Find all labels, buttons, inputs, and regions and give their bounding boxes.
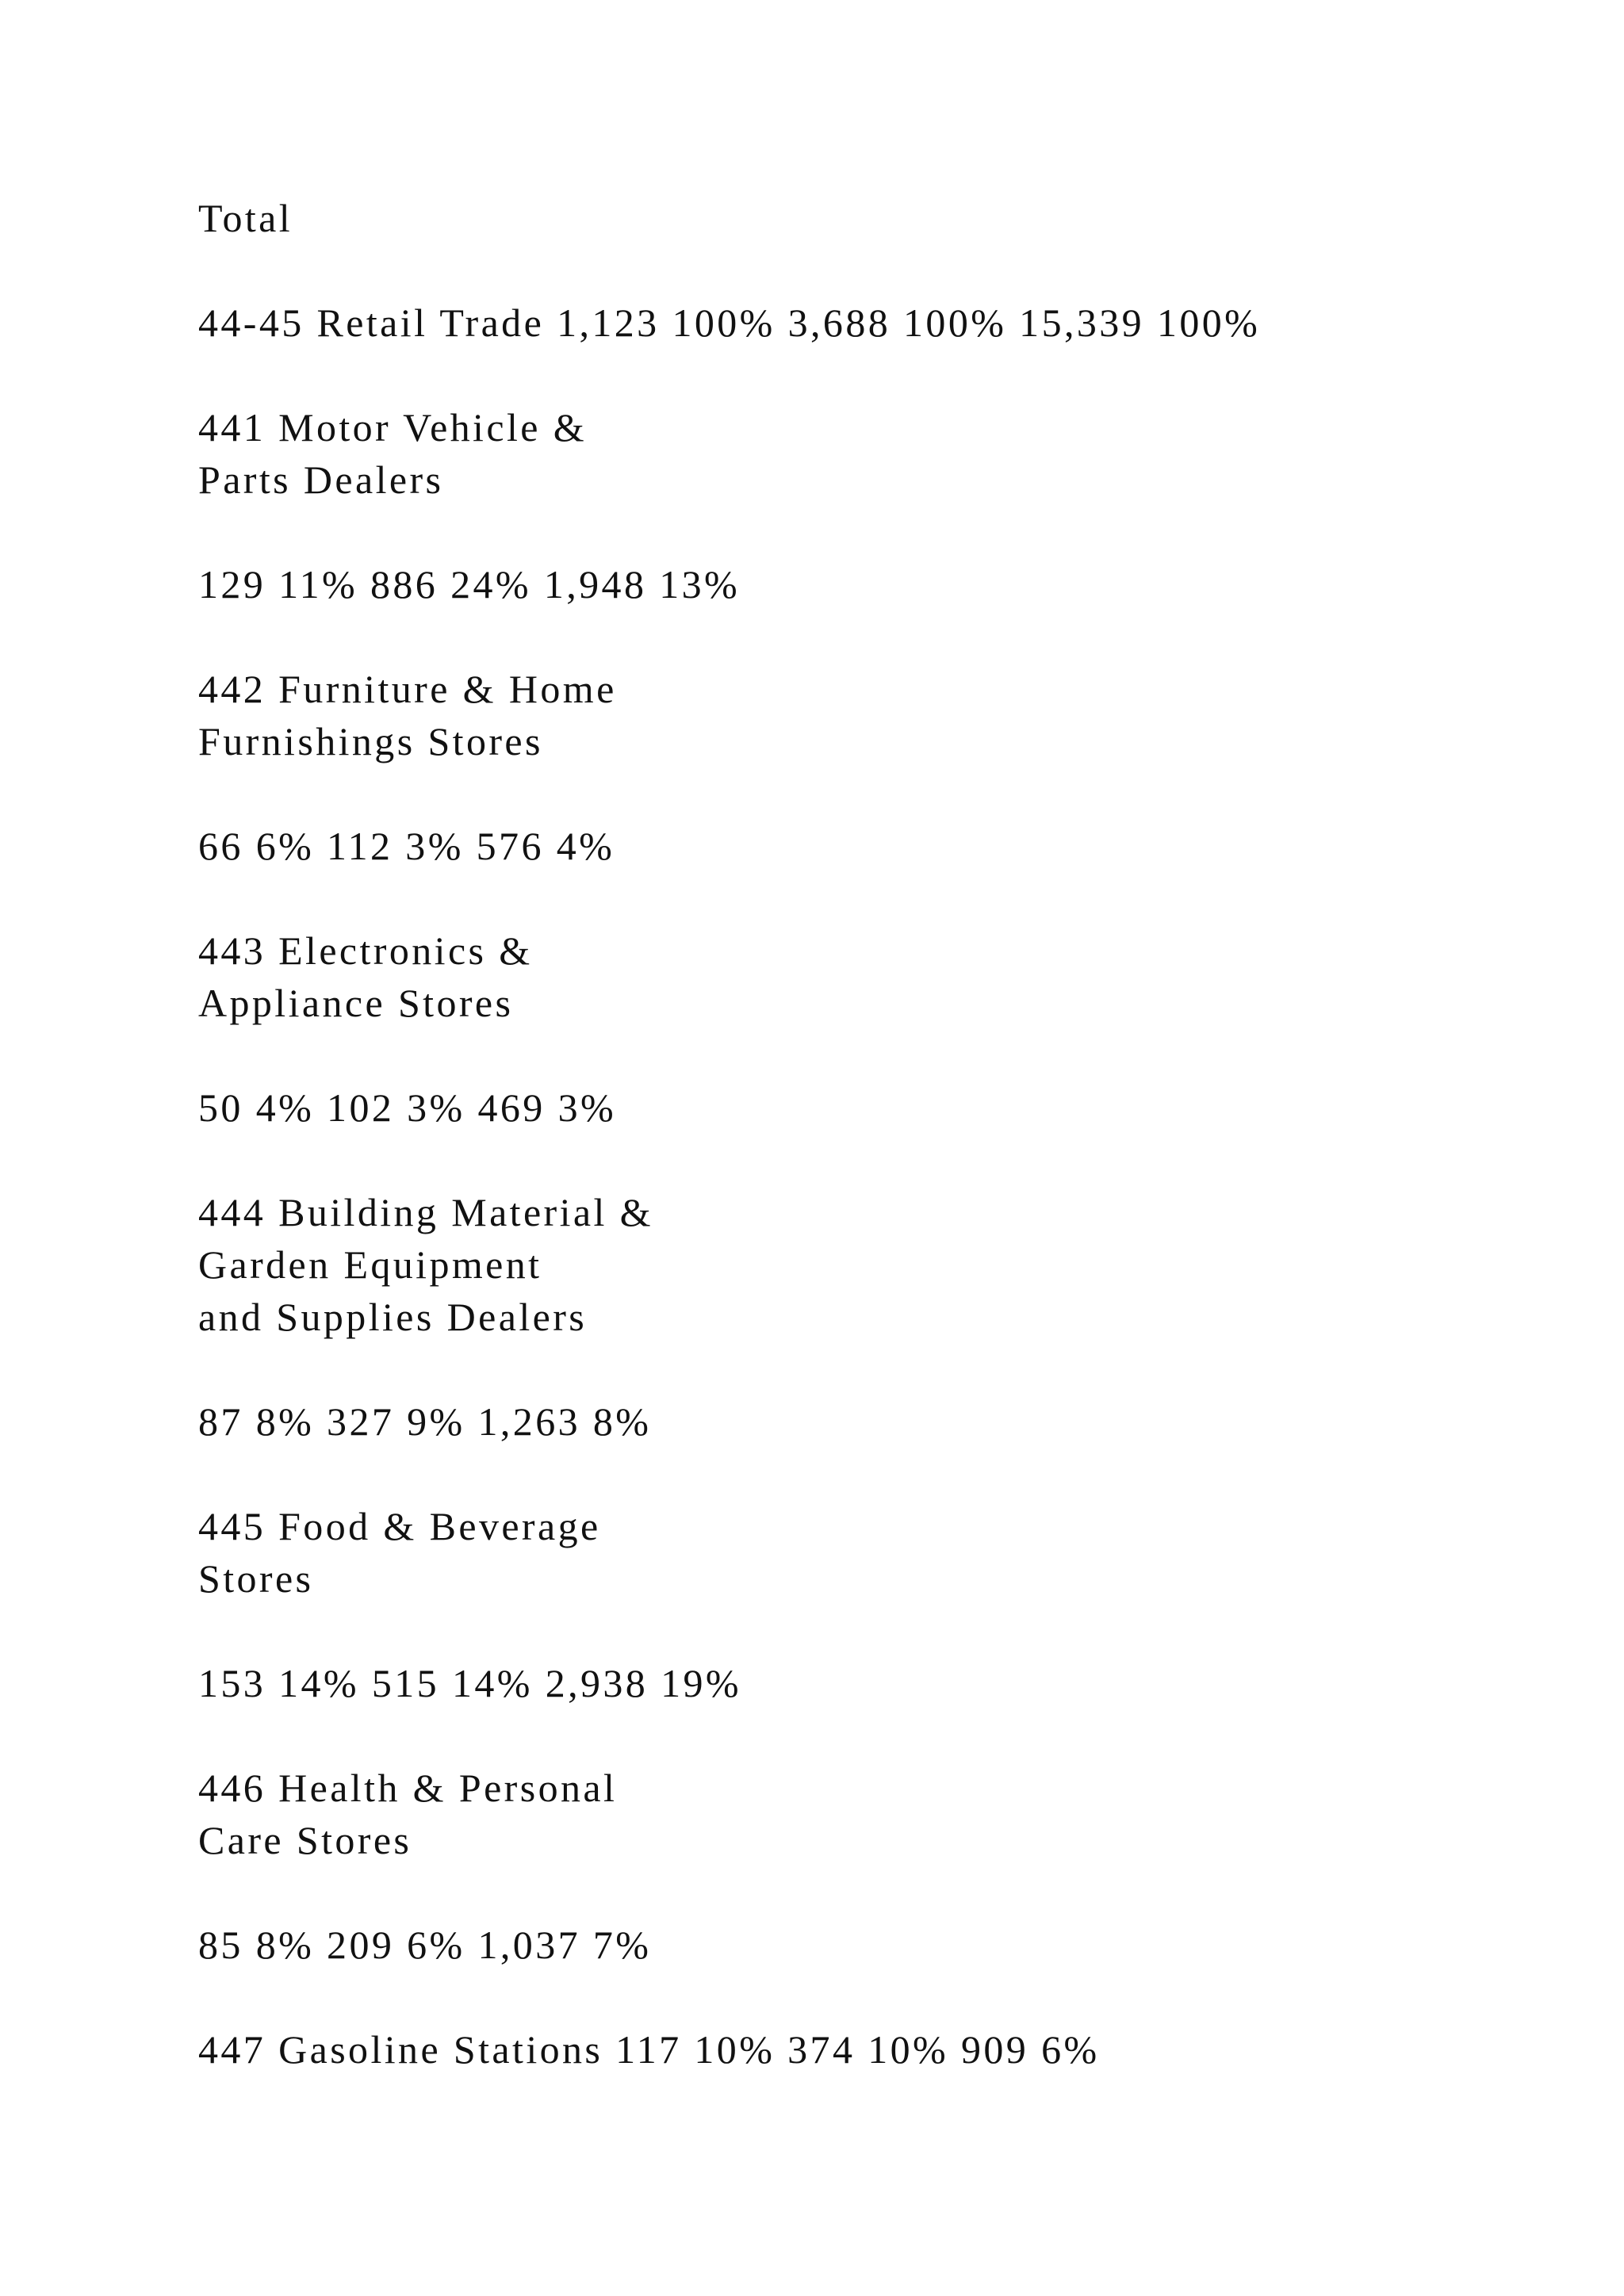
label-line: 443 Electronics & <box>198 928 533 973</box>
label-line: Care Stores <box>198 1818 412 1862</box>
label-line: and Supplies Dealers <box>198 1295 588 1339</box>
industry-values-443: 50 4% 102 3% 469 3% <box>198 1085 617 1130</box>
label-line: 442 Furniture & Home <box>198 667 617 711</box>
industry-values-445: 153 14% 515 14% 2,938 19% <box>198 1661 741 1705</box>
industry-values-442: 66 6% 112 3% 576 4% <box>198 824 615 868</box>
document-body <box>198 192 1586 2128</box>
label-line: 441 Motor Vehicle & <box>198 405 588 450</box>
industry-values-441: 129 11% 886 24% 1,948 13% <box>198 562 741 607</box>
industry-values-444: 87 8% 327 9% 1,263 8% <box>198 1399 652 1444</box>
industry-label-444 <box>198 1186 1586 1343</box>
industry-values-446: 85 8% 209 6% 1,037 7% <box>198 1923 652 1967</box>
label-line: 446 Health & Personal <box>198 1766 618 1810</box>
industry-label-446 <box>198 1762 1586 1866</box>
label-line: 444 Building Material & <box>198 1190 653 1234</box>
label-line: Parts Dealers <box>198 457 444 502</box>
label-line: Furnishings Stores <box>198 719 543 763</box>
industry-label-442 <box>198 663 1586 767</box>
industry-label-445 <box>198 1500 1586 1605</box>
total-retail-trade-row: 44-45 Retail Trade 1,123 100% 3,688 100% 15,339 100% <box>198 300 1261 345</box>
label-line: 445 Food & Beverage <box>198 1504 601 1548</box>
industry-label-441 <box>198 401 1586 506</box>
table-heading: Total <box>198 196 293 240</box>
label-line: Garden Equipment <box>198 1242 542 1287</box>
label-line: Stores <box>198 1556 314 1601</box>
gasoline-stations-row: 447 Gasoline Stations 117 10% 374 10% 909 6% <box>198 2027 1100 2072</box>
label-line: Appliance Stores <box>198 981 514 1025</box>
industry-label-443 <box>198 924 1586 1029</box>
